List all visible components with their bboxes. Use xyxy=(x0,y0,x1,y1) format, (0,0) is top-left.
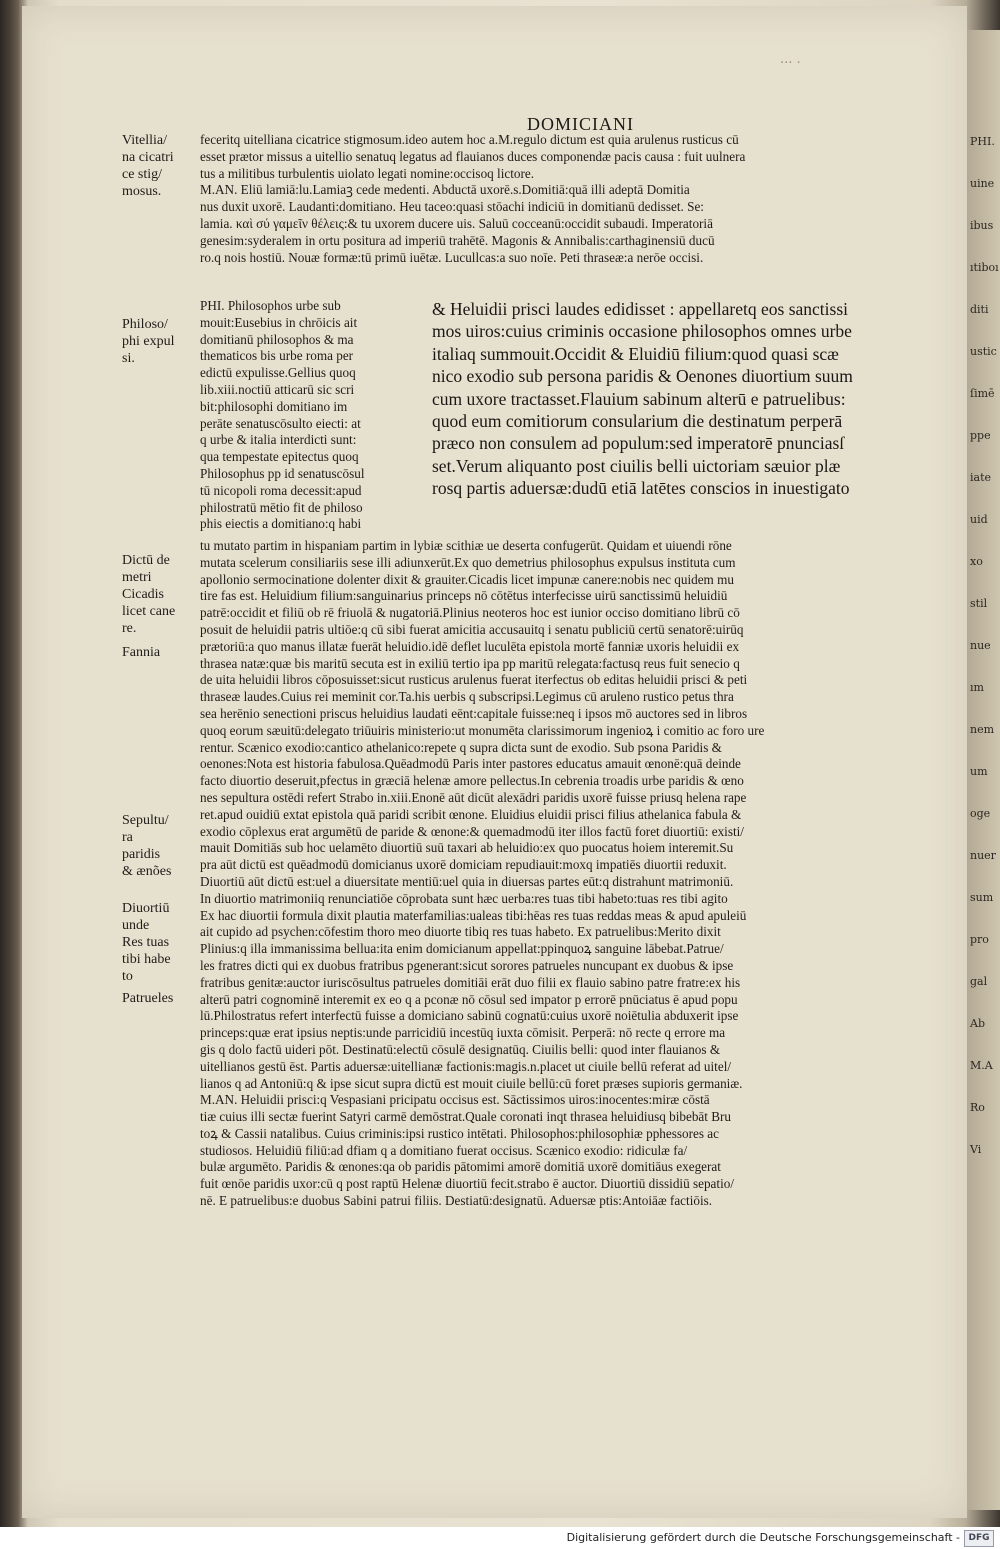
margin-note-line: Fannia xyxy=(122,645,161,660)
text-line: fuit œnōe paridis uxor:cū q post raptū Helenæ diuortiū fecit.strabo ē auctor. Diuortiū dissidiū sepatio/ xyxy=(200,1176,734,1192)
facing-page-fragment: diti xyxy=(970,303,989,316)
text-line: ait cupido ad psychen:cōfestim thoro meo diuorte tibiq res tuas habeto. Ex patruelibus:Merito dixit xyxy=(200,924,721,940)
text-line: bit:philosophi domitiano im xyxy=(200,398,348,414)
facing-page-fragment: PHI. xyxy=(970,135,995,148)
text-line: mos uiros:cuius criminis occasione philosophos omnes urbe xyxy=(432,321,852,342)
facing-page-fragment: ım xyxy=(970,681,984,694)
running-header: DOMICIANI xyxy=(527,114,634,134)
text-line: nē. E patruelibus:e duobus Sabini patrui filiis. Destiatū:designatū. Aduersæ ptis:Antoiāæ factiōis. xyxy=(200,1193,713,1209)
text-line: lū.Philostratus refert interfectū fuisse a domiciano sabinū cognatū:cuius uxorē noiētulia abduxerit ipse xyxy=(200,1008,739,1024)
text-line: gis q dolo factū uideri pōt. Destinatū:electū cōsulē designatūq. Ciuilis belli: quod inter flauianos & xyxy=(200,1041,721,1057)
text-line: thematicos bis urbe roma per xyxy=(200,348,354,364)
text-line: lamia. καὶ σύ γαμεῖν θέλεις:& tu uxorem ducere uis. Saluū cocceanū:occidit subaudi. Imperatoriā xyxy=(200,215,713,231)
commentary-block-narrow xyxy=(200,298,430,533)
text-line: esset prætor missus a uitellio senatuq legatus ad flauianos duces componendæ pacis causa : fuit uulnera xyxy=(200,148,746,164)
text-line: italiaq summouit.Occidit & Eluidiū filium:quod quasi scæ xyxy=(432,343,839,364)
facing-page-fragment: sum xyxy=(970,891,994,904)
text-line: pra aūt dictū est quēadmodū domicianus uxorē domiciam repudiauit:moxq impatiēs diuortii reduxit. xyxy=(200,857,727,873)
text-line: nus duxit uxorē. Laudanti:domitiano. Heu taceo:quasi stōachi indiciū in domitianū dedisset. Se: xyxy=(200,199,704,215)
margin-note-line: na cicatri xyxy=(122,150,174,165)
funding-notice: Digitalisierung gefördert durch die Deutsche Forschungsgemeinschaft - xyxy=(566,1531,960,1544)
text-line: tiæ cuius illi sectæ fuerint Satyri carmē demōstrat.Quale coronati inqt thrasea heluidiusq bibebāt Bru xyxy=(200,1109,732,1125)
facing-page-fragment: nue xyxy=(970,639,991,652)
margin-note-line: Res tuas xyxy=(122,935,170,950)
margin-note-line: Dictū de xyxy=(122,553,170,568)
text-line: tu mutato partim in hispaniam partim in lybiæ scithiæ ue deserta confugerūt. Quidam et uiuendi rōne xyxy=(200,538,732,553)
text-line: facto diuortio deseruit,pfectus in græciā helenæ amore pellectus.In cebrenia troadis urbe paridis & œno xyxy=(200,773,744,789)
margin-note-line: Patrueles xyxy=(122,991,174,1006)
text-line: & Heluidii prisci laudes edidisset : appellaretq eos sanctissi xyxy=(432,299,849,319)
margin-note-line: Vitellia/ xyxy=(122,133,168,148)
text-line: uitellianos gestū ēst. Partis aduersæ:uitellianæ factionis:magis.n.placet ut ciuile bellū referat ad uitel/ xyxy=(200,1058,732,1074)
text-line: rosq partis aduersæ:dudū etiā latētes conscios in inuestigato xyxy=(432,478,850,499)
facing-page-fragment: xo xyxy=(970,555,983,568)
facing-page-fragment: nem xyxy=(970,723,995,736)
facing-page-fragment: Ro xyxy=(970,1101,985,1114)
facing-page-fragment: uine xyxy=(970,177,995,190)
margin-note-line: tibi habe xyxy=(122,952,171,967)
facing-page-fragment: oge xyxy=(970,807,991,820)
margin-note-line: phi expul xyxy=(122,334,175,349)
text-line: M.AN. Eliū lamiā:lu.Lamiaꝫ cede medenti. Abductā uxorē.s.Domitiā:quā illi adeptā Domitia xyxy=(200,182,690,198)
text-line: philostratū mētio fit de philoso xyxy=(200,499,363,515)
margin-note-philosophi xyxy=(122,316,175,367)
margin-note-line: Sepultu/ xyxy=(122,813,169,828)
facing-page-fragment: gal xyxy=(970,975,988,988)
text-line: ret.apud ouidiū extat epistola quā paridi scribit œnone. Eluidius eluidii prisci filius athelanica fabula & xyxy=(200,806,742,822)
text-line: ro.q nois hostiū. Nouæ formæ:tū primū iuētæ. Lucullcas:a suo noīe. Peti thraseæ:a nerōe occisi. xyxy=(200,249,704,265)
footer-bar xyxy=(0,1527,1000,1549)
facing-page-fragment: um xyxy=(970,765,988,778)
text-line: edictū expulisse.Gellius quoq xyxy=(200,365,356,381)
margin-note-sepultura xyxy=(122,812,171,880)
text-line: qua tempestate epitectus quoq xyxy=(200,449,359,465)
text-line: Philosophus pp id senatuscōsul xyxy=(200,465,365,481)
margin-note-fannia xyxy=(122,644,160,661)
text-line: tus a militibus turbulentis uiolato legati nomine:occisoq lictore. xyxy=(200,165,535,181)
text-line: nico exodio sub persona paridis & Oenones diuortium suum xyxy=(432,366,853,387)
text-line: bulæ argumēto. Paridis & œnones:qa ob paridis pātomimi amorē domitiā uxorē domitiāus exegerat xyxy=(200,1159,721,1175)
text-line: q urbe & italia interdicti sunt: xyxy=(200,432,357,448)
text-line: studiosos. Heluidiū filiū:ad dfiam q a domitiano fuerat occisus. Scænico exodio: ridiculæ fa/ xyxy=(200,1142,688,1158)
text-line: nes sepultura ostēdi refert Strabo in.xiii.Enonē aūt dicūt alexādri paridis uxorē fuisse priusq helena rape xyxy=(200,789,747,805)
margin-note-line: to xyxy=(122,969,133,984)
margin-note-line: Diuortiū xyxy=(122,901,170,916)
commentary-block-bottom xyxy=(200,538,940,1210)
facing-page-edge xyxy=(967,30,1000,1510)
margin-note-line: metri xyxy=(122,570,152,585)
text-line: prætoriū:a quo manus illatæ fuerāt heluidio.idē deflet luculēta epistola mortē fanniæ uxoris heluidii ex xyxy=(200,638,740,654)
margin-note-diuortium xyxy=(122,900,171,985)
text-line: thrasea natæ:quæ bis maritū secuta est in exiliū tertio ipa pp maritū relegata:factusq reus fuit senecio q xyxy=(200,655,740,671)
text-line: alterū patri cognominē interemit ex eo q a pconæ nō cōsul sed impator p errorē pnūciatus ē apud popu xyxy=(200,991,738,1007)
margin-note-line: re. xyxy=(122,621,137,636)
margin-note-line: ce stig/ xyxy=(122,167,163,182)
text-line: mouit:Eusebius in chrōicis ait xyxy=(200,314,358,330)
facing-page-fragment: nuer xyxy=(970,849,996,862)
facing-page-fragment: Vi xyxy=(970,1143,982,1156)
text-line: Plinius:q illa immanissima bellua:ita enim domicianum appellat:ppinquoꝝ sanguine lābebat.Patrue/ xyxy=(200,941,724,957)
text-line: apollonio sermocinatione dolenter dixit & grauiter.Cicadis licet impunæ canere:nobis nec quidem mu xyxy=(200,571,734,587)
text-line: phis eiectis a domitiano:q habi xyxy=(200,516,362,532)
text-line: feceritq uitelliana cicatrice stigmosum.ideo autem hoc a.M.regulo dictum est quia arulenus rusticus cū xyxy=(200,132,739,147)
text-line: perāte senatuscōsulto eiecti: at xyxy=(200,415,361,431)
text-line: thraseæ laudes.Cuius rei meminit cor.Ta.his uerbis q subscripsi.Legimus cū aruleno rustico petus thra xyxy=(200,689,734,705)
dfg-logo: DFG xyxy=(964,1530,994,1547)
facing-page-fragment: uid xyxy=(970,513,988,526)
text-line: lib.xiii.noctiū atticarū sic scri xyxy=(200,381,355,397)
margin-note-line: Cicadis xyxy=(122,587,164,602)
text-line: PHI. Philosophos urbe sub xyxy=(200,298,341,313)
text-line: genesim:syderalem in ortu positura ad imperiū trahētē. Magonis & Annibalis:carthaginensiū ducū xyxy=(200,232,715,248)
margin-note-vitelliana xyxy=(122,132,174,200)
facing-page-fragment: ıtiboı xyxy=(970,261,999,274)
text-line: tū nicopoli roma decessit:apud xyxy=(200,482,362,498)
facing-page-fragment: ppe xyxy=(970,429,991,442)
text-line: In diuortio matrimoniiq renunciatiōe cōprobata sunt hæc uerba:res tuas tibi habeto:tuas res tibi agito xyxy=(200,890,728,906)
text-line: tire fas est. Heluidium filium:sanguinarius princeps nō cōtētus interfecisse uirū sanctissimū heluidiū xyxy=(200,588,728,604)
text-line: Ex hac diuortii formula dixit plautia materfamilias:ualeas tibi:hēas res tuas reddas meas & apud apuleiū xyxy=(200,907,747,923)
facing-page-fragment: pro xyxy=(970,933,989,946)
text-line: Diuortiū aūt dictū est:uel a diuersitate mentiū:uel quia in diuersas partes eūt:q distrahunt matrimoniū. xyxy=(200,873,734,889)
facing-page-fragment: stil xyxy=(970,597,988,610)
facing-page-fragment: ibus xyxy=(970,219,994,232)
text-line: præco non consulem ad populum:sed imperatorē pnunciasſ xyxy=(432,433,845,454)
text-line: sea herēnio senectioni priscus heluidius laudati eēnt:capitale fuisse:neq i ipsos mō auctores sed in libros xyxy=(200,705,748,721)
facing-page-fragment: Ab xyxy=(970,1017,985,1030)
text-line: toꝝ & Cassii natalibus. Cuius criminis:ipsi rustico intētati. Philosophos:philosophiæ pphessores ac xyxy=(200,1125,719,1141)
text-line: mutata scelerum consiliariis sese illi adiunxerūt.Ex quo demetrius philosophus expulsus instituta cum xyxy=(200,554,736,570)
facing-page-fragment: ſimē xyxy=(970,387,995,400)
text-line: lianos q ad Antoniū:q & ipse sicut supra dictū est mouit ciuile bellū:cū foret præses supioris germaniæ. xyxy=(200,1075,743,1091)
text-line: fratribus genitæ:auctor iuriscōsultus patrueles domitiāi erāt duo filii ex flauio sabino patre fratre:ex his xyxy=(200,974,741,990)
facing-page-fragment: iate xyxy=(970,471,992,484)
text-line: set.Verum aliquanto post ciuilis belli uictoriam sæuior plæ xyxy=(432,455,841,476)
margin-note-demetri xyxy=(122,552,175,637)
margin-note-line: ra xyxy=(122,830,133,845)
text-line: exodio cōplexus erat argumētū de paride & œnone:& quemadmodū iter illos factū foret diuortiū: existi/ xyxy=(200,823,744,839)
text-line: quod eum comitiorum consularium die destinatum perperā xyxy=(432,410,843,431)
margin-note-line: Philoso/ xyxy=(122,317,168,332)
facing-page-fragment: ustic xyxy=(970,345,997,358)
text-line: quoq eorum sæuitū:delegato triūuiris ministerio:ut monumēta clarissimorum ingenioꝝ i comitio ac foro ure xyxy=(200,722,765,738)
text-line: princeps:quæ erat ipsius neptis:unde parricidiū incestūq iuxta cōmisit. Perperā: nō recte q errore ma xyxy=(200,1025,726,1041)
text-line: domitianū philosophos & ma xyxy=(200,331,354,347)
margin-note-line: mosus. xyxy=(122,184,162,199)
margin-note-line: & ænões xyxy=(122,864,172,879)
handwritten-note: ... . xyxy=(780,52,801,67)
text-line: oenones:Nota est historia fabulosa.Quēadmodū Paris inter pastores educatus amauit œnonē:quā deinde xyxy=(200,756,741,772)
commentary-block-top xyxy=(200,132,940,266)
text-line: mauit Domitiās sub hoc uelamēto diuortiū suū taxari ab heluidio:ex quo puocatus hoiem interemit.Su xyxy=(200,840,734,856)
margin-note-line: si. xyxy=(122,351,135,366)
text-line: cum uxore tractasset.Flauium sabinum alterū e patruelibus: xyxy=(432,388,846,409)
text-line: M.AN. Heluidii prisci:q Vespasiani pricipatu occisus est. Sāctissimos uiros:inocentes:miræ cōstā xyxy=(200,1092,710,1108)
text-line: patrē:occidit et filiū ob rē friuolā & nugatoriā.Plinius neoteros hoc est iunior occiso domitiano librū cō xyxy=(200,605,740,621)
text-line: rentur. Scænico exodio:cantico athelanico:repete q supra dicta sunt de exodio. Sub psona Paridis & xyxy=(200,739,722,755)
text-line: posuit de heluidii patris ultiōe:q cū sibi fuerat amicitia accusauitq i senatu publiciū certū senatorē:uirūq xyxy=(200,621,744,637)
text-line: de uita heluidii libros cōposuisset:sicut rusticus arulenus fuerat iterfectus ob editas heluidii prisci & peti xyxy=(200,672,748,688)
margin-note-patrueles xyxy=(122,990,173,1007)
margin-note-line: licet cane xyxy=(122,604,176,619)
text-line: les fratres dicti qui ex duobus fratribus pgenerant:sicut sorores patrueles nuncupant ex duobus & ipse xyxy=(200,957,734,973)
margin-note-line: unde xyxy=(122,918,150,933)
margin-note-line: paridis xyxy=(122,847,161,862)
facing-page-fragment: M.A xyxy=(970,1059,993,1072)
main-text-block xyxy=(432,298,947,500)
